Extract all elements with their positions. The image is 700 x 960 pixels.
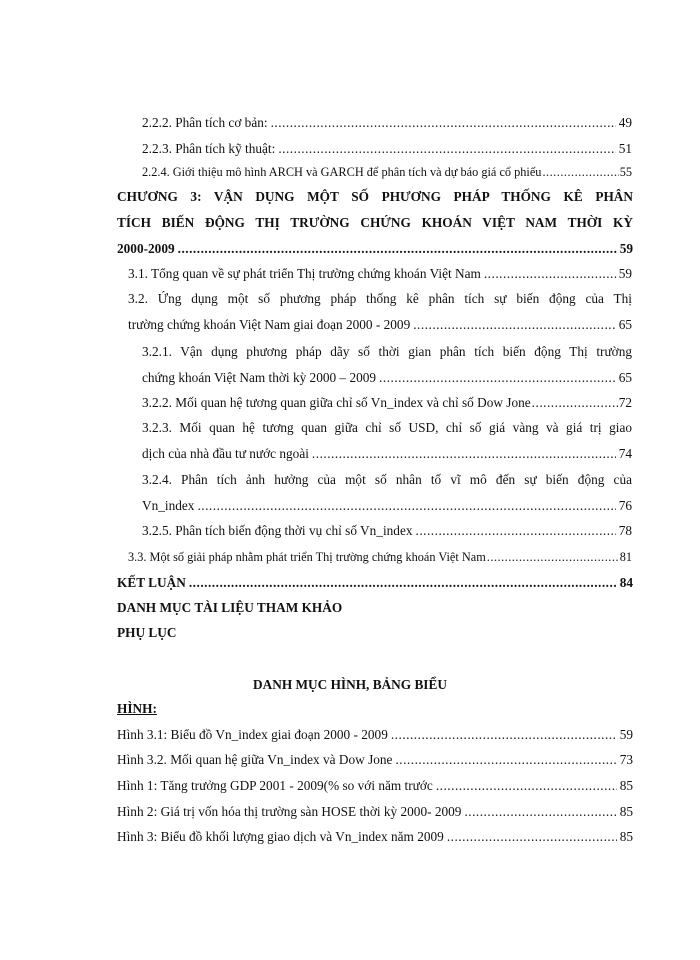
dot-leader	[197, 498, 615, 514]
figure-entry-title: Hình 3.1: Biểu đồ Vn_index giai đoạn 2000 - 2009	[117, 727, 388, 742]
figure-entry[interactable]	[117, 727, 633, 743]
toc-chapter-3[interactable]	[117, 241, 633, 257]
toc-page-number: 55	[619, 165, 632, 179]
toc-entry-3-2-3[interactable]	[142, 446, 632, 462]
toc-page-number: 51	[618, 141, 632, 156]
toc-entry-title: 2.2.2. Phân tích cơ bản:	[142, 115, 268, 130]
toc-page-number: 81	[619, 550, 632, 564]
toc-entry-title: chứng khoán Việt Nam thời kỳ 2000 – 2009	[142, 370, 377, 385]
toc-entry-3-2-5[interactable]	[142, 523, 632, 539]
toc-page-number: 65	[618, 317, 632, 332]
toc-entry-3-3[interactable]	[128, 549, 632, 565]
toc-tai-lieu-tham-khao[interactable]: DANH MỤC TÀI LIỆU THAM KHẢO	[117, 600, 343, 615]
dot-leader	[464, 804, 616, 820]
toc-chapter-3-line-2[interactable]: TÍCH BIẾN ĐỘNG THỊ TRƯỜNG CHỨNG KHOÁN VIỆT NAM THỜI KỲ	[117, 215, 633, 230]
toc-entry-title: 3.1. Tổng quan về sự phát triển Thị trường chứng khoán Việt Nam	[128, 266, 481, 281]
toc-entry-3-2-1[interactable]	[142, 370, 632, 386]
toc-entry-title: 3.2.2. Mối quan hệ tương quan giữa chỉ số Vn_index và chỉ số Dow Jone	[142, 395, 531, 410]
toc-ket-luan[interactable]	[117, 575, 633, 591]
toc-entry-title: trường chứng khoán Việt Nam giai đoạn 2000 - 2009	[128, 317, 411, 332]
dot-leader	[487, 549, 619, 565]
figure-page-number: 59	[619, 727, 633, 742]
dot-leader	[447, 829, 617, 845]
dot-leader	[413, 317, 615, 333]
toc-entry-3-2-2[interactable]	[142, 395, 632, 411]
toc-page-number: 59	[619, 241, 633, 256]
figure-entry-title: Hình 2: Giá trị vốn hóa thị trường sàn HOSE thời kỳ 2000- 2009	[117, 804, 462, 819]
figure-page-number: 73	[619, 752, 633, 767]
toc-entry-3-2-line-1[interactable]: 3.2. Ứng dụng một số phương pháp thống kê phân tích sự biến động của Thị	[128, 291, 632, 306]
figure-entry[interactable]	[117, 778, 633, 794]
toc-entry-3-1[interactable]	[128, 266, 632, 282]
toc-entry-title: 2.2.4. Giới thiệu mô hình ARCH và GARCH để phân tích và dự báo giá cổ phiếu	[142, 165, 542, 179]
dot-leader	[189, 575, 617, 591]
toc-page-number: 59	[618, 266, 632, 281]
dot-leader	[416, 523, 616, 539]
dot-leader	[484, 266, 616, 282]
toc-entry-3-2-4[interactable]	[142, 498, 632, 514]
toc-page-number: 49	[618, 115, 632, 130]
toc-entry-title: Vn_index	[142, 498, 195, 513]
figures-list-title: DANH MỤC HÌNH, BẢNG BIỂU	[253, 677, 447, 692]
dot-leader	[178, 241, 617, 257]
dot-leader	[436, 778, 617, 794]
toc-entry-title: 3.2.5. Phân tích biến động thời vụ chỉ số Vn_index	[142, 523, 413, 538]
toc-chapter-3-line-1[interactable]: CHƯƠNG 3: VẬN DỤNG MỘT SỐ PHƯƠNG PHÁP THỐNG KÊ PHÂN	[117, 189, 633, 204]
toc-entry-title: 2000-2009	[117, 241, 175, 256]
figure-entry-title: Hình 3: Biểu đồ khối lượng giao dịch và Vn_index năm 2009	[117, 829, 444, 844]
dot-leader	[379, 370, 616, 386]
toc-entry-3-2-4-line-1[interactable]: 3.2.4. Phân tích ảnh hưởng của một số nhân tố vĩ mô đến sự biến động của	[142, 472, 632, 487]
figure-entry[interactable]	[117, 829, 633, 845]
toc-entry-2-2-2[interactable]	[142, 115, 632, 131]
dot-leader	[395, 752, 616, 768]
figure-page-number: 85	[619, 829, 633, 844]
figure-entry[interactable]	[117, 804, 633, 820]
toc-entry-2-2-3[interactable]	[142, 141, 632, 157]
figures-heading: HÌNH:	[117, 701, 157, 716]
figure-page-number: 85	[619, 778, 633, 793]
dot-leader	[278, 141, 615, 157]
dot-leader	[532, 395, 618, 411]
toc-entry-3-2-3-line-1[interactable]: 3.2.3. Mối quan hệ tương quan giữa chỉ số USD, chỉ số giá vàng và giá trị giao	[142, 420, 632, 435]
dot-leader	[542, 164, 618, 180]
toc-entry-title: KẾT LUẬN	[117, 575, 186, 590]
toc-entry-title: 3.3. Một số giải pháp nhằm phát triển Thị trường chứng khoán Việt Nam	[128, 550, 486, 564]
dot-leader	[312, 446, 616, 462]
toc-page-number: 74	[618, 446, 632, 461]
figure-entry-title: Hình 3.2. Mối quan hệ giữa Vn_index và Dow Jone	[117, 752, 393, 767]
figure-entry-title: Hình 1: Tăng trưởng GDP 2001 - 2009(% so với năm trước	[117, 778, 433, 793]
dot-leader	[271, 115, 616, 131]
toc-page-number: 65	[618, 370, 632, 385]
toc-entry-title: 2.2.3. Phân tích kỹ thuật:	[142, 141, 276, 156]
toc-page-number: 76	[618, 498, 632, 513]
toc-entry-3-2-1-line-1[interactable]: 3.2.1. Vận dụng phương pháp dãy số thời gian phân tích biến động Thị trường	[142, 344, 632, 359]
figure-entry[interactable]	[117, 752, 633, 768]
toc-page-number: 78	[618, 523, 632, 538]
toc-entry-title: dịch của nhà đầu tư nước ngoài	[142, 446, 309, 461]
toc-page-number: 84	[619, 575, 633, 590]
figure-page-number: 85	[619, 804, 633, 819]
toc-page-number: 72	[618, 395, 632, 410]
toc-phu-luc[interactable]: PHỤ LỤC	[117, 625, 177, 640]
dot-leader	[391, 727, 617, 743]
toc-entry-2-2-4[interactable]	[142, 164, 632, 180]
toc-entry-3-2[interactable]	[128, 317, 632, 333]
